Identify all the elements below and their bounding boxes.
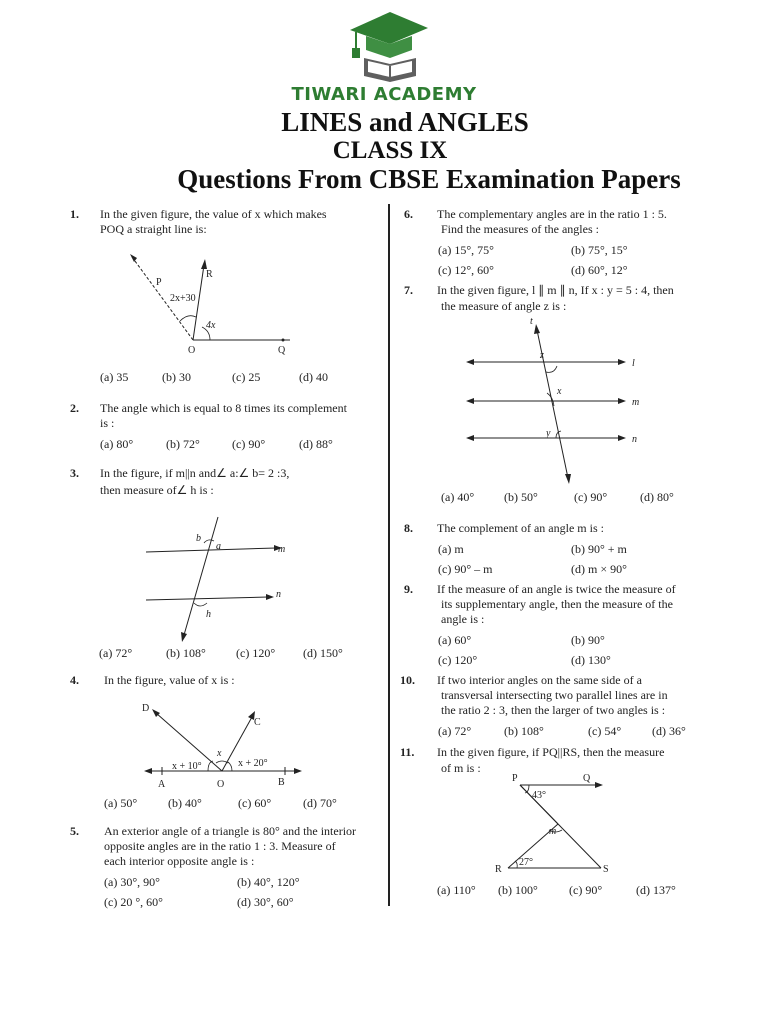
option-d[interactable]: (d) m × 90° [571, 562, 627, 576]
question-text-line: In the figure, if m||n and∠ a:∠ b= 2 :3, [100, 466, 290, 480]
question-text-line: If the measure of an angle is twice the measure of [437, 582, 676, 596]
option-d[interactable]: (d) 60°, 12° [571, 263, 628, 277]
option-a[interactable]: (a) 80° [100, 437, 134, 451]
figure-q1 [110, 245, 310, 360]
question-number: 8. [404, 521, 413, 535]
option-a[interactable]: (a) 110° [437, 883, 476, 897]
option-a[interactable]: (a) 30°, 90° [104, 875, 160, 889]
column-divider [388, 204, 390, 906]
label-n: n [276, 589, 281, 600]
question-text-line: the measure of angle z is : [441, 299, 567, 313]
label-B: B [278, 777, 285, 788]
option-c[interactable]: (c) 90° – m [438, 562, 493, 576]
label-O: O [217, 779, 225, 790]
option-c[interactable]: (c) 20 °, 60° [104, 895, 163, 909]
angle-label-4x: 4x [206, 320, 216, 331]
question-text-line: In the given figure, if PQ||RS, then the measure [437, 745, 665, 759]
option-b[interactable]: (b) 100° [498, 883, 538, 897]
label-Q: Q [583, 773, 591, 784]
option-c[interactable]: (c) 25 [232, 370, 261, 384]
option-c[interactable]: (c) 54° [588, 724, 622, 738]
option-d[interactable]: (d) 36° [652, 724, 686, 738]
question-text-line: each interior opposite angle is : [104, 854, 255, 868]
question-number: 1. [70, 207, 79, 221]
question-text-line: In the given figure, the value of x which makes [100, 207, 327, 221]
label-Q: Q [278, 345, 286, 356]
angle-label-x20: x + 20° [238, 758, 268, 769]
page-subtitle: Questions From CBSE Examination Papers [177, 164, 681, 194]
figure-q11 [485, 768, 625, 880]
angle-label-27: 27° [519, 857, 533, 868]
label-b: b [196, 533, 201, 544]
option-a[interactable]: (a) 60° [438, 633, 472, 647]
label-m: m [549, 826, 557, 837]
option-c[interactable]: (c) 90° [574, 490, 608, 504]
label-C: C [254, 717, 261, 728]
option-c[interactable]: (c) 90° [569, 883, 603, 897]
option-d[interactable]: (d) 130° [571, 653, 611, 667]
label-O: O [188, 345, 196, 356]
question-number: 4. [70, 673, 79, 687]
graduation-cap-book-icon [340, 6, 432, 84]
label-l: l [632, 358, 635, 369]
label-a: a [216, 541, 221, 552]
option-b[interactable]: (b) 30 [162, 370, 191, 384]
question-text-line: In the figure, value of x is : [104, 673, 235, 687]
label-x: x [557, 386, 562, 397]
label-P: P [512, 773, 518, 784]
label-D: D [142, 703, 150, 714]
option-b[interactable]: (b) 50° [504, 490, 538, 504]
option-c[interactable]: (c) 120° [438, 653, 478, 667]
option-c[interactable]: (c) 90° [232, 437, 266, 451]
option-d[interactable]: (d) 137° [636, 883, 676, 897]
question-number: 9. [404, 582, 413, 596]
label-R: R [495, 864, 502, 875]
option-d[interactable]: (d) 40 [299, 370, 328, 384]
question-text-line: of m is : [441, 761, 481, 775]
option-d[interactable]: (d) 88° [299, 437, 333, 451]
question-text-line: POQ a straight line is: [100, 222, 207, 236]
angle-label-2x30: 2x+30 [170, 293, 196, 304]
label-n: n [632, 434, 637, 445]
angle-label-x10: x + 10° [172, 761, 202, 772]
option-c[interactable]: (c) 12°, 60° [438, 263, 494, 277]
option-d[interactable]: (d) 150° [303, 646, 343, 660]
question-text-line: The angle which is equal to 8 times its complement [100, 401, 347, 415]
label-m: m [278, 544, 286, 555]
option-b[interactable]: (b) 90° + m [571, 542, 627, 556]
option-a[interactable]: (a) 72° [99, 646, 133, 660]
question-text-line: opposite angles are in the ratio 1 : 3. Measure of [104, 839, 336, 853]
label-m: m [632, 397, 640, 408]
option-b[interactable]: (b) 75°, 15° [571, 243, 628, 257]
option-d[interactable]: (d) 30°, 60° [237, 895, 294, 909]
figure-q4 [140, 695, 310, 793]
option-a[interactable]: (a) 40° [441, 490, 475, 504]
question-number: 10. [400, 673, 415, 687]
question-text-line: The complementary angles are in the ratio 1 : 5. [437, 207, 667, 221]
option-b[interactable]: (b) 108° [166, 646, 206, 660]
option-a[interactable]: (a) 72° [438, 724, 472, 738]
angle-label-43: 43° [532, 790, 546, 801]
question-text-line: the ratio 2 : 3, then the larger of two angles is : [441, 703, 666, 717]
label-P: P [156, 277, 162, 288]
question-number: 3. [70, 466, 79, 480]
question-number: 2. [70, 401, 79, 415]
class-label: CLASS IX [332, 137, 448, 164]
label-h: h [206, 609, 211, 620]
label-y: y [546, 428, 551, 439]
question-text-line: is : [100, 416, 115, 430]
question-number: 11. [400, 745, 415, 759]
question-text-line: In the given figure, l ∥ m ∥ n, If x : y = 5 : 4, then [437, 283, 674, 297]
option-a[interactable]: (a) 35 [100, 370, 129, 384]
option-c[interactable]: (c) 120° [236, 646, 276, 660]
option-a[interactable]: (a) m [438, 542, 464, 556]
label-t: t [530, 316, 533, 327]
option-d[interactable]: (d) 70° [303, 796, 337, 810]
label-R: R [206, 269, 213, 280]
option-b[interactable]: (b) 40°, 120° [237, 875, 300, 889]
question-text-line: Find the measures of the angles : [441, 222, 599, 236]
option-b[interactable]: (b) 108° [504, 724, 544, 738]
option-a[interactable]: (a) 50° [104, 796, 138, 810]
option-a[interactable]: (a) 15°, 75° [438, 243, 494, 257]
question-text-line: An exterior angle of a triangle is 80° and the interior [104, 824, 357, 838]
question-text-line: then measure of∠ h is : [100, 483, 214, 497]
option-b[interactable]: (b) 40° [168, 796, 202, 810]
figure-q7 [460, 312, 660, 490]
option-d[interactable]: (d) 80° [640, 490, 674, 504]
question-text-line: angle is : [441, 612, 485, 626]
option-b[interactable]: (b) 90° [571, 633, 605, 647]
option-c[interactable]: (c) 60° [238, 796, 272, 810]
brand-name: TIWARI ACADEMY [291, 84, 477, 105]
question-text-line: its supplementary angle, then the measure of the [441, 597, 673, 611]
label-z: z [540, 350, 544, 361]
label-A: A [158, 779, 166, 790]
question-number: 6. [404, 207, 413, 221]
question-number: 5. [70, 824, 79, 838]
page-title: LINES and ANGLES [281, 107, 529, 137]
label-x: x [217, 748, 222, 759]
question-text-line: If two interior angles on the same side of a [437, 673, 642, 687]
label-S: S [603, 864, 609, 875]
figure-q3 [140, 505, 300, 645]
question-text-line: The complement of an angle m is : [437, 521, 604, 535]
option-b[interactable]: (b) 72° [166, 437, 200, 451]
question-text-line: transversal intersecting two parallel lines are in [441, 688, 668, 702]
question-number: 7. [404, 283, 413, 297]
